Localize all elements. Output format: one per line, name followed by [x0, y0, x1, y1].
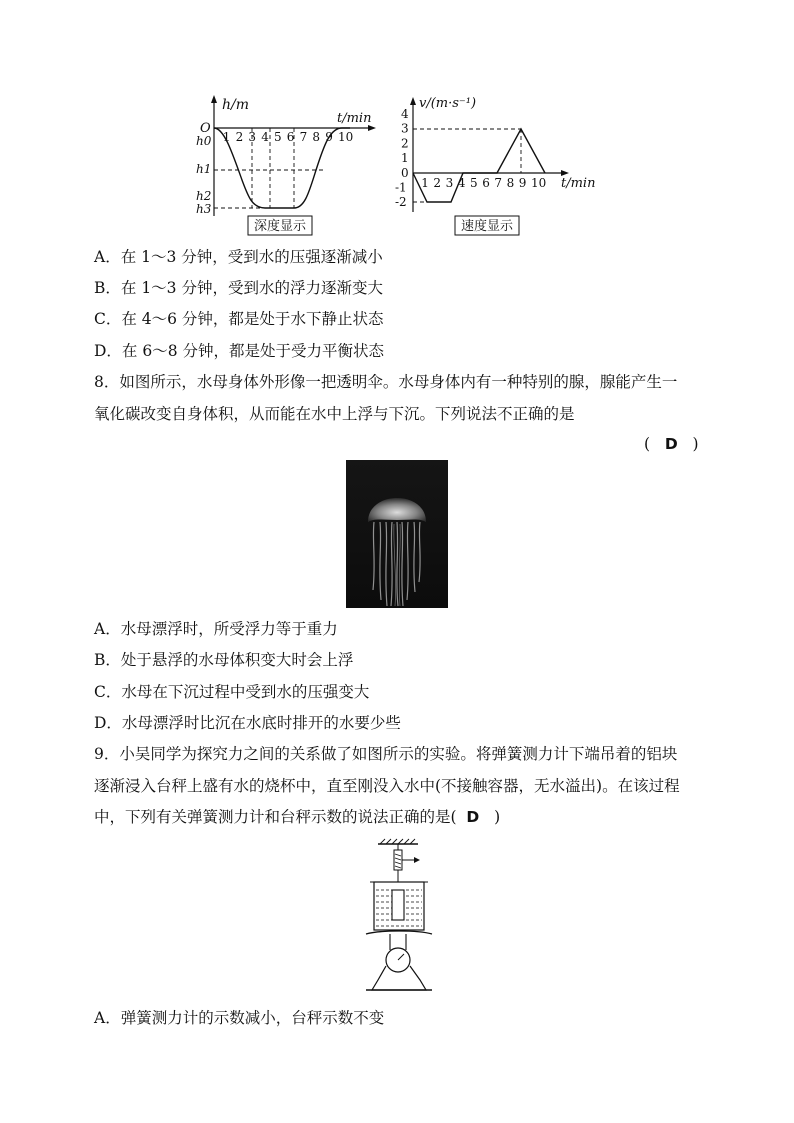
depth-x-tick: 6 — [286, 130, 295, 144]
speed-x-tick: 2 — [433, 176, 442, 190]
depth-x-tick: 7 — [299, 130, 308, 144]
q7-option-b: B．在 1～3 分钟，受到水的浮力逐渐变大 — [94, 279, 383, 297]
speed-x-tick: 8 — [506, 176, 515, 190]
depth-y-label-h3: h3 — [196, 202, 212, 216]
q8-stem-line-1: 8．如图所示，水母身体外形像一把透明伞。水母身体内有一种特别的腺，腺能产生一 — [94, 373, 678, 391]
q8-option-b: B．处于悬浮的水母体积变大时会上浮 — [94, 651, 354, 669]
speed-y-tick: 1 — [401, 151, 409, 166]
depth-x-axis-label: t/min — [337, 111, 372, 126]
speed-caption: 速度显示 — [461, 219, 514, 234]
speed-x-tick: 1 — [421, 176, 429, 190]
q9-stem-line-3: 中，下列有关弹簧测力计和台秤示数的说法正确的是( D ) — [94, 808, 501, 826]
speed-x-tick: 3 — [445, 176, 454, 190]
speed-line — [413, 129, 545, 202]
jellyfish-photo — [346, 460, 448, 608]
q8-option-c: C．水母在下沉过程中受到水的压强变大 — [94, 683, 370, 701]
speed-y-tick: 2 — [401, 136, 409, 151]
q9-answer: D — [466, 808, 480, 826]
q8-answer-bracket: ( D ) — [644, 435, 699, 453]
depth-origin-label: O — [200, 121, 211, 136]
q9-stem-line-2: 逐渐浸入台秤上盛有水的烧杯中，直至刚没入水中(不接触容器，无水溢出)。在该过程 — [94, 777, 680, 795]
depth-x-tick: 3 — [248, 130, 257, 144]
speed-x-tick: 4 — [457, 176, 466, 190]
q8-option-a: A．水母漂浮时，所受浮力等于重力 — [94, 620, 338, 638]
q7-option-d: D．在 6～8 分钟，都是处于受力平衡状态 — [94, 342, 385, 360]
q8-option-d: D．水母漂浮时比沉在水底时排开的水要少些 — [94, 714, 401, 732]
q9-stem-line-1: 9．小吴同学为探究力之间的关系做了如图所示的实验。将弹簧测力计下端吊着的铝块 — [94, 745, 678, 763]
speed-x-tick: 9 — [518, 176, 527, 190]
q7-option-a: A．在 1～3 分钟，受到水的压强逐渐减小 — [94, 248, 383, 266]
speed-x-axis-label: t/min — [561, 176, 596, 191]
q9-option-a: A．弹簧测力计的示数减小，台秤示数不变 — [94, 1009, 385, 1027]
speed-x-tick: 5 — [470, 176, 478, 190]
speed-x-tick: 6 — [482, 176, 490, 190]
depth-caption: 深度显示 — [254, 219, 307, 234]
speed-y-tick: -1 — [395, 180, 407, 195]
aluminum-block — [392, 890, 404, 920]
depth-x-tick: 8 — [312, 130, 321, 144]
speed-y-tick: 3 — [401, 121, 409, 136]
q8-stem-line-2: 氧化碳改变自身体积，从而能在水中上浮与下沉。下列说法不正确的是 — [94, 405, 575, 423]
depth-x-tick: 5 — [274, 130, 282, 144]
spring-scale-apparatus — [360, 838, 440, 998]
speed-y-tick: 4 — [401, 107, 409, 121]
depth-y-label-h0: h0 — [196, 134, 212, 148]
depth-x-tick: 1 — [222, 130, 231, 144]
speed-graph — [393, 92, 608, 237]
speed-y-axis-label: v/(m·s⁻¹) — [419, 96, 477, 111]
depth-x-tick: 10 — [338, 130, 354, 144]
depth-x-tick: 9 — [325, 130, 333, 144]
speed-x-tick: 10 — [531, 176, 547, 190]
q7-option-c: C．在 4～6 分钟，都是处于水下静止状态 — [94, 310, 384, 328]
speed-x-tick: 7 — [494, 176, 503, 190]
speed-y-tick: 0 — [401, 165, 409, 180]
depth-graph — [190, 92, 390, 237]
depth-y-label-h2: h2 — [196, 189, 212, 203]
q8-answer: D — [664, 435, 678, 453]
speed-y-tick: -2 — [395, 195, 407, 210]
depth-x-tick: 4 — [261, 130, 269, 144]
depth-y-axis-label: h/m — [222, 97, 250, 113]
depth-y-label-h1: h1 — [196, 162, 212, 176]
depth-x-tick: 2 — [235, 130, 244, 144]
